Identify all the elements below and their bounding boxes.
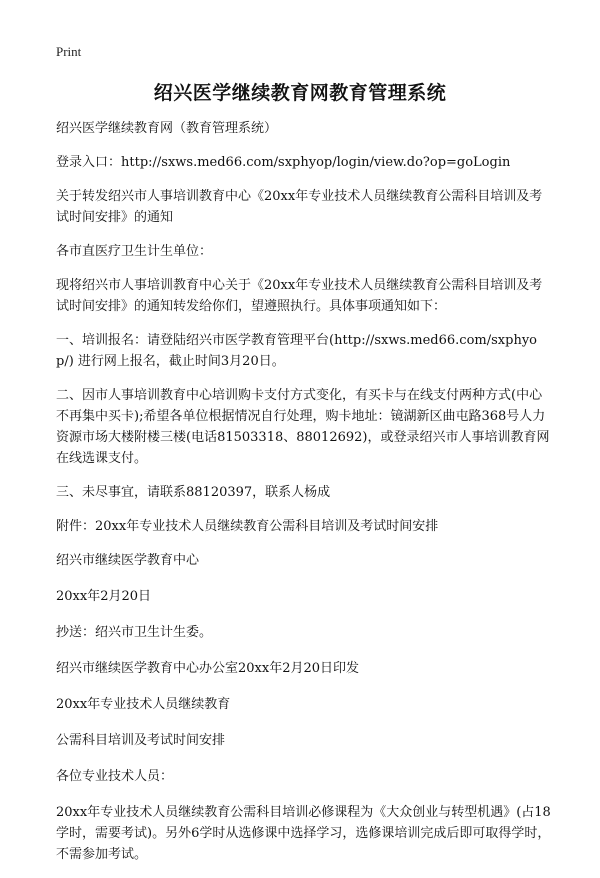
document-body	[56, 118, 552, 878]
paragraph-recipients: 各市直医疗卫生计生单位：	[56, 244, 213, 259]
paragraph-salutation: 各位专业技术人员：	[56, 769, 174, 784]
paragraph-item-1: 一、培训报名：请登陆绍兴市医学教育管理平台(http://sxws.med66.com/sxphyop/) 进行网上报名，截止时间3月20日。	[56, 333, 537, 369]
paragraph-login-entry: 登录入口：http://sxws.med66.com/sxphyop/login/view.do?op=goLogin	[56, 155, 511, 170]
print-link[interactable]: Print	[56, 44, 82, 59]
paragraph-intro: 现将绍兴市人事培训教育中心关于《20xx年专业技术人员继续教育公需科目培训及考试时间安排》的通知转发给你们，望遵照执行。具体事项通知如下：	[56, 278, 543, 314]
paragraph-cc: 抄送：绍兴市卫生计生委。	[56, 625, 213, 640]
page-title: 绍兴医学继续教育网教育管理系统	[153, 82, 447, 104]
paragraph-item-3: 三、未尽事宜，请联系88120397，联系人杨成	[56, 485, 331, 500]
paragraph-site-name: 绍兴医学继续教育网（教育管理系统）	[56, 121, 278, 136]
paragraph-notice-title: 关于转发绍兴市人事培训教育中心《20xx年专业技术人员继续教育公需科目培训及考试时间安排》的通知	[56, 189, 543, 225]
paragraph-issuer: 绍兴市继续医学教育中心	[56, 553, 200, 568]
paragraph-item-2: 二、因市人事培训教育中心培训购卡支付方式变化，有买卡与在线支付两种方式(中心不再集中买卡);希望各单位根据情况自行处理，购卡地址：镜湖新区曲屯路368号人力资源市场大楼附楼三楼(电话81503318、88012692)，或登录绍兴市人事培训教育网在线选课支付。	[56, 388, 550, 466]
paragraph-attachment-title-2: 公需科目培训及考试时间安排	[56, 733, 226, 748]
paragraph-course-info: 20xx年专业技术人员继续教育公需科目培训必修课程为《大众创业与转型机遇》(占18学时，需要考试)。另外6学时从选修课中选择学习，选修课培训完成后即可取得学时，不需参加考试。	[56, 805, 551, 862]
paragraph-attachment-title-1: 20xx年专业技术人员继续教育	[56, 697, 231, 712]
paragraph-printed-by: 绍兴市继续医学教育中心办公室20xx年2月20日印发	[56, 661, 360, 676]
paragraph-attachment: 附件：20xx年专业技术人员继续教育公需科目培训及考试时间安排	[56, 519, 439, 534]
paragraph-date: 20xx年2月20日	[56, 589, 152, 604]
